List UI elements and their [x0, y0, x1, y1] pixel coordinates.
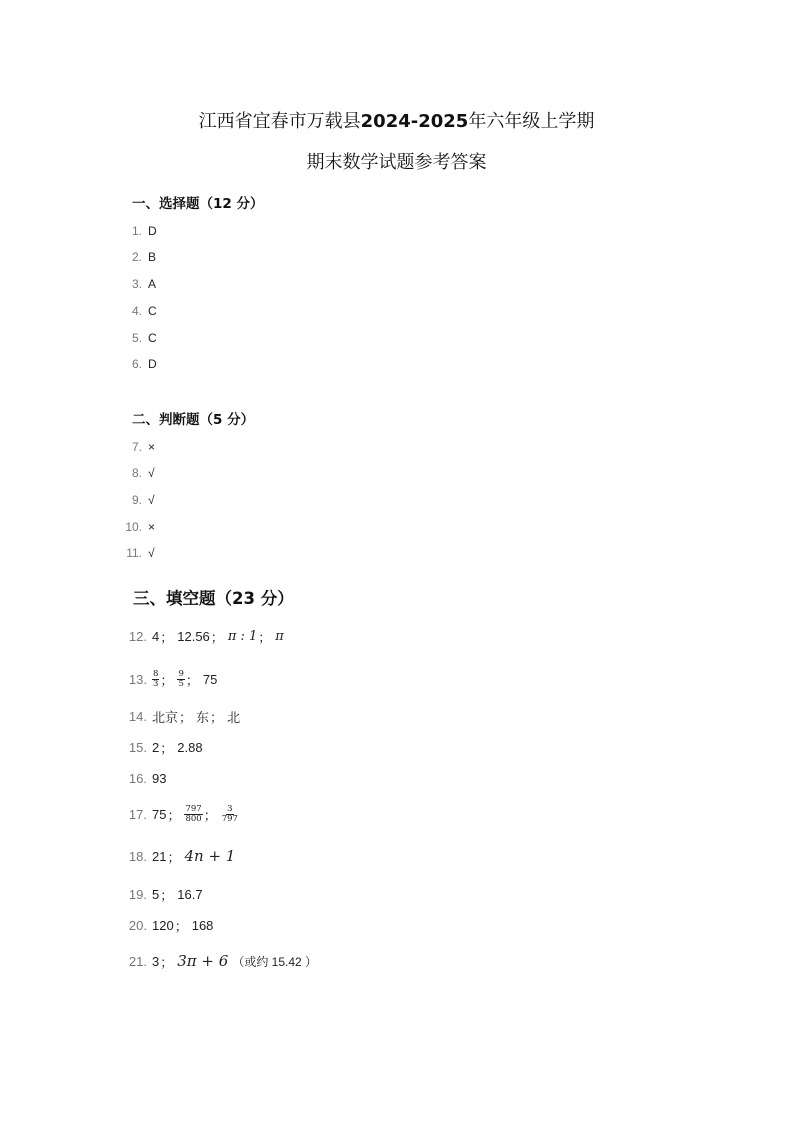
question-number: 3. [131, 277, 142, 291]
question-number: 19. [128, 886, 147, 902]
answer-expression: 4n + 1 [184, 847, 236, 865]
answer-row [120, 463, 155, 483]
question-number: 9. [131, 493, 142, 507]
separator: ； [160, 954, 174, 970]
answer-part: 2.88 [177, 739, 203, 755]
answer-row [120, 804, 239, 824]
separator: ； [179, 709, 193, 725]
answer-part: 3 [152, 953, 160, 969]
question-number: 1. [131, 224, 142, 238]
denominator: 797 [221, 813, 238, 824]
answer-row [120, 437, 155, 457]
answer-row [120, 846, 235, 866]
separator: ； [203, 807, 217, 823]
fraction [184, 805, 202, 824]
answer-value: √ [148, 546, 155, 560]
answer-part: 4 [152, 628, 160, 644]
answer-row [120, 951, 317, 971]
answer-row [120, 354, 157, 374]
question-number: 4. [131, 304, 142, 318]
title-region: 江西省宜春市万载县 [198, 111, 361, 132]
answer-part: 168 [191, 917, 214, 933]
answer-row [120, 221, 157, 241]
answer-part: 2 [152, 739, 160, 755]
fraction [152, 670, 159, 689]
title-grade: 年六年级上学期 [468, 111, 595, 132]
answer-ratio: π : 1 [227, 628, 258, 644]
answer-row [120, 301, 157, 321]
answer-row [120, 543, 155, 563]
answer-value: C [148, 304, 157, 318]
answer-row [120, 626, 284, 646]
title-year: 2024-2025 [360, 111, 469, 132]
answer-part: 北京 [152, 709, 179, 725]
separator: ； [167, 849, 181, 865]
answer-row [120, 669, 217, 689]
answer-approx-note: （或约 15.42 ） [232, 954, 318, 969]
question-number: 12. [128, 628, 147, 644]
section-choice-heading: 一、选择题（12 分） [132, 196, 264, 212]
question-number: 8. [131, 466, 142, 480]
answer-row [120, 884, 203, 904]
question-number: 11. [126, 546, 142, 560]
fraction [221, 805, 239, 824]
separator: ； [167, 807, 181, 823]
separator: ； [174, 918, 188, 934]
answer-value: √ [148, 466, 155, 480]
answer-value: A [148, 277, 157, 291]
section-judge-heading: 二、判断题（5 分） [132, 412, 255, 428]
answer-value: × [148, 440, 156, 454]
question-number: 18. [128, 848, 147, 864]
numerator: 8 [153, 668, 159, 679]
question-number: 17. [128, 806, 147, 822]
answer-row [120, 517, 155, 537]
question-number: 5. [131, 331, 142, 345]
separator: ； [210, 709, 224, 725]
answer-part: 5 [152, 886, 160, 902]
separator: ； [160, 887, 174, 903]
separator: ； [258, 629, 272, 645]
separator: ； [210, 629, 224, 645]
answer-row [120, 274, 156, 294]
numerator: 797 [185, 803, 202, 814]
answer-part: 21 [152, 848, 167, 864]
question-number: 15. [128, 739, 147, 755]
answer-value: C [148, 331, 157, 345]
numerator: 3 [227, 803, 233, 814]
answer-value: × [148, 520, 156, 534]
denominator: 800 [185, 813, 202, 824]
question-number: 6. [131, 357, 142, 371]
separator: ； [160, 629, 174, 645]
document-title-line1 [0, 107, 793, 133]
answer-value: D [148, 357, 157, 371]
answer-part: 东 [196, 709, 210, 725]
answer-row [120, 328, 157, 348]
answer-row [120, 490, 155, 510]
denominator: 3 [153, 678, 159, 689]
document-title-line2: 期末数学试题参考答案 [306, 152, 487, 173]
separator: ； [160, 672, 174, 688]
question-number: 16. [128, 770, 147, 786]
question-number: 21. [128, 953, 147, 969]
question-number: 7. [131, 440, 142, 454]
answer-expression: 3π + 6 [177, 952, 229, 970]
question-number: 2. [131, 250, 142, 264]
answer-pi: π [275, 628, 284, 644]
answer-part: 16.7 [177, 886, 203, 902]
answer-part: 93 [152, 770, 167, 786]
separator: ； [160, 740, 174, 756]
answer-row [120, 768, 166, 788]
answer-part: 75 [152, 806, 167, 822]
answer-part: 北 [227, 709, 241, 725]
answer-row [120, 247, 156, 267]
numerator: 9 [178, 668, 184, 679]
answer-part: 75 [202, 671, 218, 687]
question-number: 14. [128, 708, 147, 724]
question-number: 13. [128, 671, 147, 687]
denominator: 5 [178, 678, 184, 689]
answer-value: B [148, 250, 157, 264]
separator: ； [185, 672, 199, 688]
question-number: 10. [125, 520, 142, 534]
answer-row [120, 706, 240, 726]
answer-part: 120 [152, 917, 174, 933]
section-fill-heading: 三、填空题（23 分） [133, 589, 294, 608]
answer-part: 12.56 [177, 628, 210, 644]
question-number: 20. [128, 917, 147, 933]
answer-value: √ [148, 493, 155, 507]
answer-row [120, 915, 213, 935]
fraction [177, 670, 184, 689]
answer-value: D [148, 224, 157, 238]
answer-row [120, 737, 203, 757]
